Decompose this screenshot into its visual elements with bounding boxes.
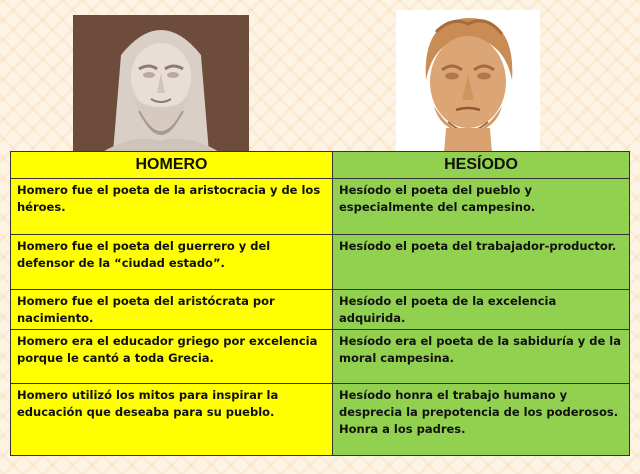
header-homero: HOMERO [11, 152, 333, 179]
header-hesiodo: HESÍODO [333, 152, 630, 179]
header-row [11, 152, 630, 179]
comparison-table [10, 151, 630, 456]
hesiod-bust-image [396, 10, 540, 153]
homero-cell: Homero fue el poeta de la aristocracia y de los héroes. [11, 179, 333, 235]
hesiodo-cell: Hesíodo el poeta del pueblo y especialmente del campesino. [333, 179, 630, 235]
homero-cell: Homero fue el poeta del guerrero y del defensor de la “ciudad estado”. [11, 235, 333, 290]
homero-cell: Homero utilizó los mitos para inspirar la educación que deseaba para su pueblo. [11, 384, 333, 456]
hesiodo-cell: Hesíodo el poeta del trabajador-productor. [333, 235, 630, 290]
hesiodo-cell: Hesíodo honra el trabajo humano y desprecia la prepotencia de los poderosos. Honra a los padres. [333, 384, 630, 456]
hesiodo-cell: Hesíodo era el poeta de la sabiduría y de la moral campesina. [333, 330, 630, 384]
table-row [11, 290, 630, 330]
hesiodo-cell: Hesíodo el poeta de la excelencia adquirida. [333, 290, 630, 330]
homero-cell: Homero era el educador griego por excelencia porque le cantó a toda Grecia. [11, 330, 333, 384]
table-row [11, 179, 630, 235]
table-row [11, 235, 630, 290]
homer-bust-image [73, 15, 249, 153]
homero-cell: Homero fue el poeta del aristócrata por nacimiento. [11, 290, 333, 330]
table-row [11, 330, 630, 384]
table-row [11, 384, 630, 456]
